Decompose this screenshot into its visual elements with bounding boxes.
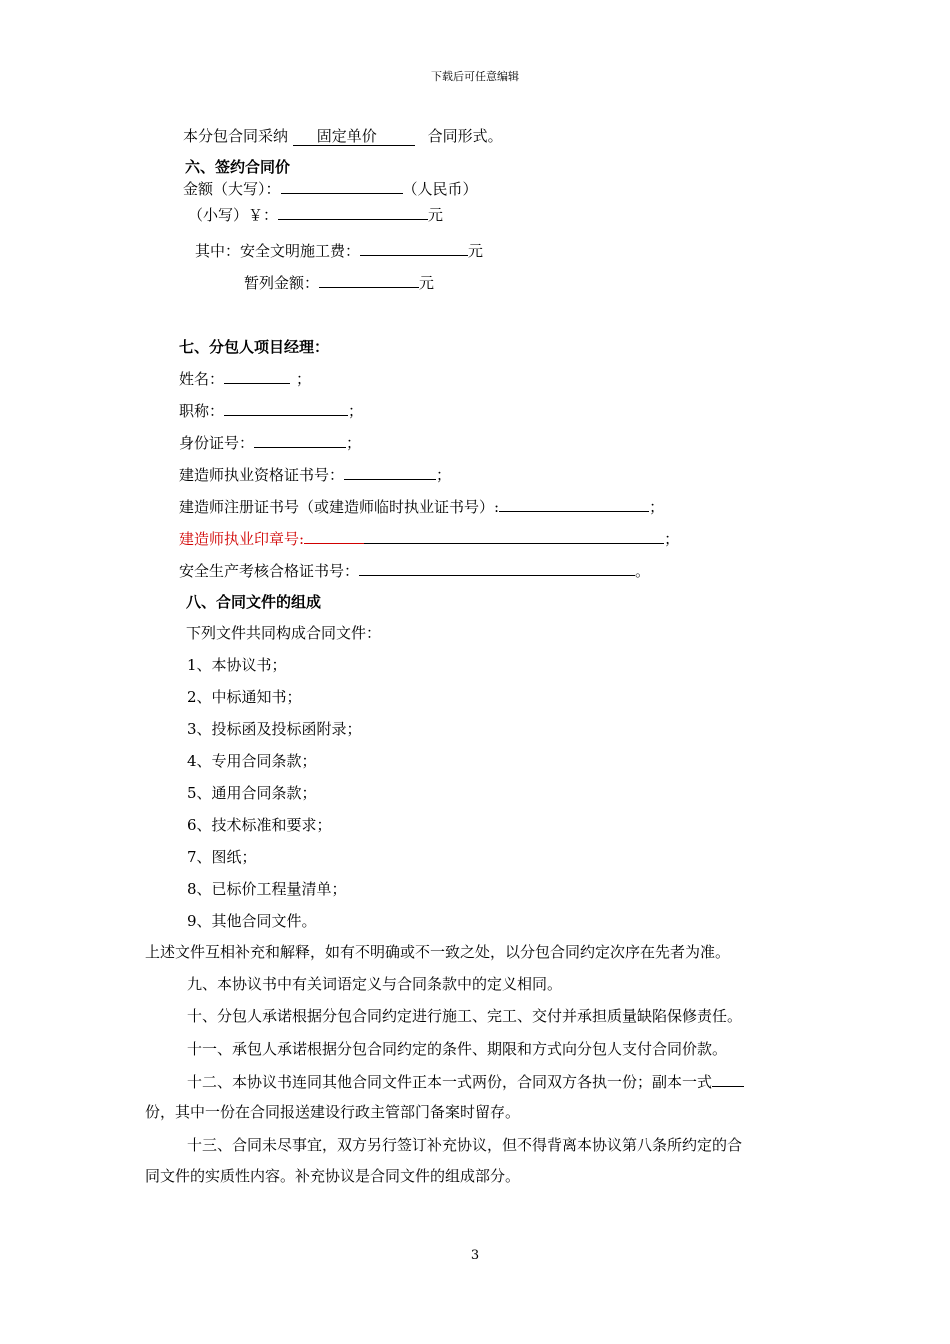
section-8-conclusion: 上述文件互相补充和解释，如有不明确或不一致之处，以分包合同约定次序在先者为准。 xyxy=(145,943,731,961)
cert-line xyxy=(179,464,451,485)
list-item: 1、本协议书； xyxy=(187,656,287,674)
name-label: 姓名： xyxy=(179,370,225,388)
section-8-intro: 下列文件共同构成合同文件： xyxy=(186,624,382,642)
section-6-title: 六、签约合同价 xyxy=(185,158,291,176)
id-line xyxy=(179,432,361,453)
clause-13-line-2: 同文件的实质性内容。补充协议是合同文件的组成部分。 xyxy=(145,1167,521,1185)
title-label: 职称： xyxy=(179,402,225,420)
list-item: 8、已标价工程量清单； xyxy=(187,880,347,898)
clause-11: 十一、承包人承诺根据分包合同约定的条件、期限和方式向分包人支付合同价款。 xyxy=(187,1040,728,1058)
form-value: 固定单价 xyxy=(293,127,415,146)
form-prefix: 本分包合同采纳 xyxy=(183,127,289,145)
clause-10: 十、分包人承诺根据分包合同约定进行施工、完工、交付并承担质量缺陷保修责任。 xyxy=(187,1007,743,1025)
semicolon: ； xyxy=(649,498,665,516)
title-blank xyxy=(224,400,348,416)
provisional-line xyxy=(244,272,434,293)
list-item: 4、专用合同条款； xyxy=(187,752,317,770)
amount-lower-label: （小写）￥： xyxy=(188,206,279,224)
page-number: 3 xyxy=(470,1248,480,1263)
clause-12-line-1 xyxy=(187,1071,744,1092)
section-8-title: 八、合同文件的组成 xyxy=(186,593,322,611)
safety-cert-blank xyxy=(359,560,635,576)
yuan-unit: 元 xyxy=(428,206,444,224)
section-7-title: 七、分包人项目经理： xyxy=(179,338,330,356)
registration-line xyxy=(179,496,664,517)
cert-blank xyxy=(344,464,436,480)
safety-fee-line xyxy=(195,240,483,261)
seal-blank xyxy=(364,528,664,544)
seal-line xyxy=(179,528,679,549)
seal-label: 建造师执业印章号: xyxy=(179,530,305,548)
page-header: 下载后可任意编辑 xyxy=(431,70,519,83)
semicolon: ； xyxy=(348,402,364,420)
list-item: 7、图纸； xyxy=(187,848,257,866)
semicolon: ； xyxy=(664,530,680,548)
list-item: 2、中标通知书； xyxy=(187,688,302,706)
title-line xyxy=(179,400,363,421)
safety-fee-label: 其中：安全文明施工费： xyxy=(195,242,361,260)
list-item: 3、投标函及投标函附录； xyxy=(187,720,362,738)
safety-cert-label: 安全生产考核合格证书号： xyxy=(179,562,360,580)
yuan-unit: 元 xyxy=(419,274,435,292)
semicolon: ； xyxy=(436,466,452,484)
amount-upper-blank xyxy=(281,178,403,194)
yuan-unit: 元 xyxy=(468,242,484,260)
safety-fee-blank xyxy=(360,240,468,256)
amount-upper-label: 金额（大写）： xyxy=(183,180,281,198)
id-label: 身份证号： xyxy=(179,434,255,452)
registration-blank xyxy=(499,496,649,512)
provisional-label: 暂列金额： xyxy=(244,274,320,292)
amount-upper-suffix: （人民币） xyxy=(402,180,478,198)
safety-cert-line xyxy=(179,560,650,581)
clause-12-line-2: 份，其中一份在合同报送建设行政主管部门备案时留存。 xyxy=(145,1103,521,1121)
semicolon: ； xyxy=(296,370,312,388)
contract-form-line xyxy=(183,126,503,146)
period: 。 xyxy=(635,562,651,580)
list-item: 6、技术标准和要求； xyxy=(187,816,332,834)
list-item: 9、其他合同文件。 xyxy=(187,912,317,930)
seal-blank-red xyxy=(304,528,364,544)
clause-9: 九、本协议书中有关词语定义与合同条款中的定义相同。 xyxy=(187,975,563,993)
id-blank xyxy=(254,432,346,448)
amount-lower-blank xyxy=(278,204,428,220)
amount-upper-line xyxy=(183,178,478,199)
semicolon: ； xyxy=(346,434,362,452)
registration-label: 建造师注册证书号（或建造师临时执业证书号）: xyxy=(179,498,500,516)
clause-12-text: 十二、本协议书连同其他合同文件正本一式两份，合同双方各执一份；副本一式 xyxy=(187,1073,713,1091)
list-item: 5、通用合同条款； xyxy=(187,784,317,802)
provisional-blank xyxy=(319,272,419,288)
name-line xyxy=(179,368,311,389)
copies-blank xyxy=(712,1071,744,1087)
cert-label: 建造师执业资格证书号： xyxy=(179,466,345,484)
form-suffix: 合同形式。 xyxy=(427,127,503,145)
amount-lower-line xyxy=(188,204,443,225)
name-blank xyxy=(224,368,290,384)
clause-13-line-1: 十三、合同未尽事宜，双方另行签订补充协议，但不得背离本协议第八条所约定的合 xyxy=(187,1136,743,1154)
